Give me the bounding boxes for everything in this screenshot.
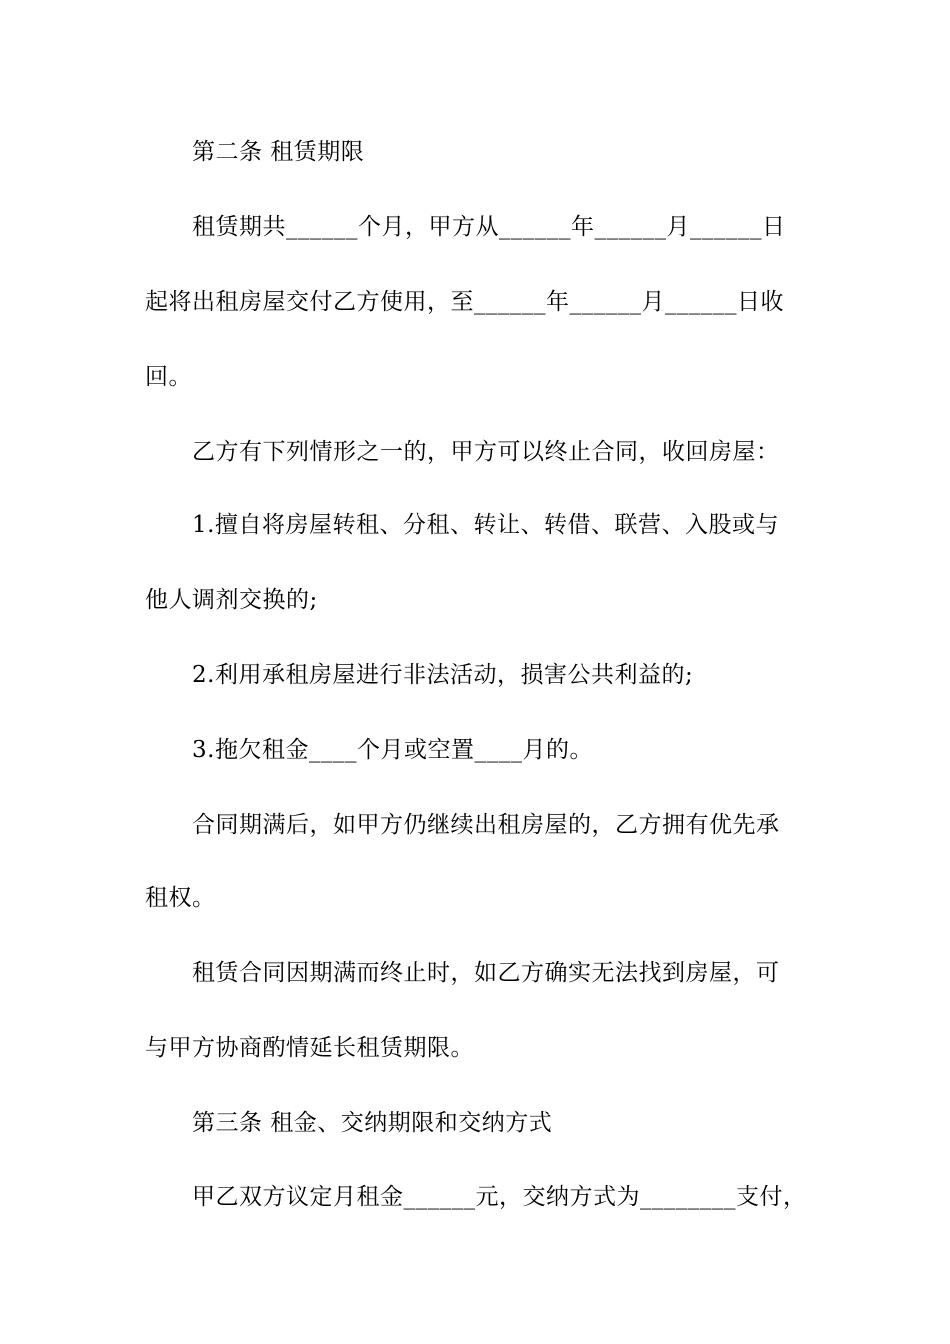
paragraph-line: 起将出租房屋交付乙方使用，至______年______月______日收 (145, 289, 784, 315)
paragraph-line: 与甲方协商酌情延长租赁期限。 (145, 1035, 474, 1061)
paragraph-line: 租赁合同因期满而终止时，如乙方确实无法找到房屋，可 (192, 960, 780, 986)
section-heading-lease-term: 第二条 租赁期限 (192, 139, 365, 165)
list-item-line: 他人调剂交换的; (145, 587, 318, 613)
paragraph-line: 甲乙双方议定月租金______元，交纳方式为________支付， (192, 1184, 807, 1210)
section-heading-rent: 第三条 租金、交纳期限和交纳方式 (192, 1110, 553, 1136)
paragraph-line: 回。 (145, 364, 192, 390)
paragraph-line: 租权。 (145, 885, 216, 911)
paragraph-line: 租赁期共______个月，甲方从______年______月______日 (192, 214, 786, 240)
list-item-line: 1.擅自将房屋转租、分租、转让、转借、联营、入股或与 (192, 512, 779, 538)
list-item-line: 2.利用承租房屋进行非法活动，损害公共利益的; (192, 662, 694, 688)
paragraph-line: 乙方有下列情形之一的，甲方可以终止合同，收回房屋： (192, 439, 780, 465)
paragraph-line: 合同期满后，如甲方仍继续出租房屋的，乙方拥有优先承 (192, 812, 780, 838)
list-item-line: 3.拖欠租金____个月或空置____月的。 (192, 737, 593, 763)
